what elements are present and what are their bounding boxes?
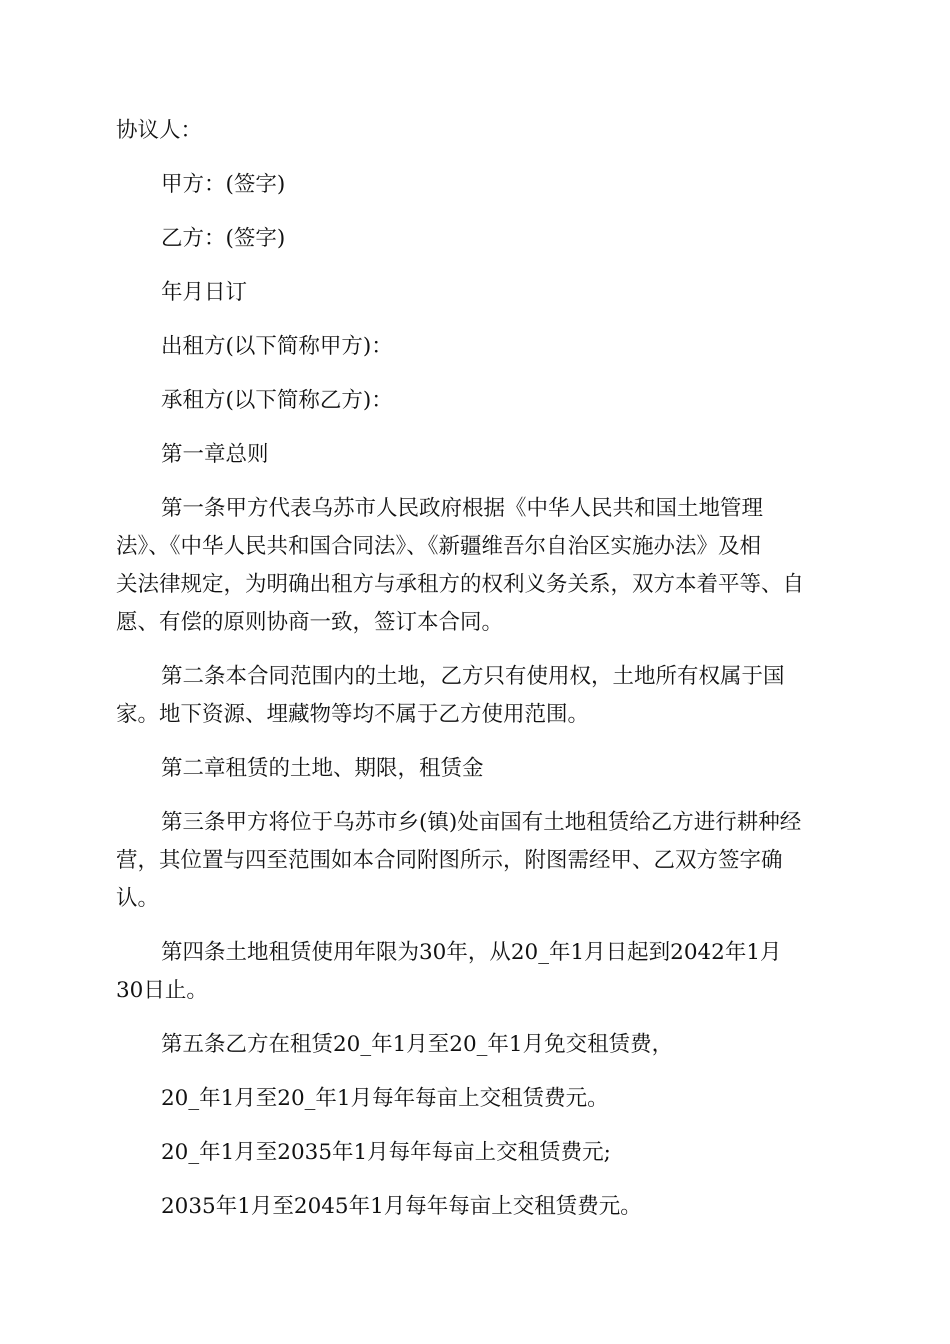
date-line: 年月日订	[161, 280, 248, 305]
lessor-line: 出租方(以下简称甲方)：	[161, 334, 393, 359]
chapter-1-heading: 第一章总则	[161, 442, 269, 467]
article-1-line-1: 第一条甲方代表乌苏市人民政府根据《中华人民共和国土地管理	[161, 496, 764, 521]
agreement-parties-heading: 协议人：	[116, 118, 203, 143]
article-5-line-1: 第五条乙方在租赁20_年1月至20_年1月免交租赁费，	[161, 1032, 674, 1057]
article-5-line-4: 2035年1月至2045年1月每年每亩上交租赁费元。	[161, 1194, 642, 1219]
article-3-line-1: 第三条甲方将位于乌苏市乡(镇)处亩国有土地租赁给乙方进行耕种经	[161, 810, 802, 835]
article-2-line-1: 第二条本合同范围内的土地，乙方只有使用权，土地所有权属于国	[161, 664, 785, 689]
party-a-signature-line: 甲方：(签字)	[161, 172, 286, 197]
article-1-line-3: 关法律规定，为明确出租方与承租方的权利义务关系，双方本着平等、自	[116, 572, 805, 597]
article-4-line-1: 第四条土地租赁使用年限为30年，从20_年1月日起到2042年1月	[161, 940, 782, 965]
lessee-line: 承租方(以下简称乙方)：	[161, 388, 393, 413]
article-3-line-3: 认。	[116, 886, 160, 911]
article-1-line-4: 愿、有偿的原则协商一致，签订本合同。	[116, 610, 504, 635]
article-2-line-2: 家。地下资源、埋藏物等均不属于乙方使用范围。	[116, 702, 590, 727]
article-1-line-2: 法》、《中华人民共和国合同法》、《新疆维吾尔自治区实施办法》及相	[116, 534, 762, 559]
chapter-2-heading: 第二章租赁的土地、期限，租赁金	[161, 756, 484, 781]
article-4-line-2: 30日止。	[116, 978, 208, 1003]
article-5-line-3: 20_年1月至2035年1月每年每亩上交租赁费元;	[161, 1140, 611, 1165]
article-5-line-2: 20_年1月至20_年1月每年每亩上交租赁费元。	[161, 1086, 609, 1111]
party-b-signature-line: 乙方：(签字)	[161, 226, 286, 251]
article-3-line-2: 营，其位置与四至范围如本合同附图所示，附图需经甲、乙双方签字确	[116, 848, 783, 873]
